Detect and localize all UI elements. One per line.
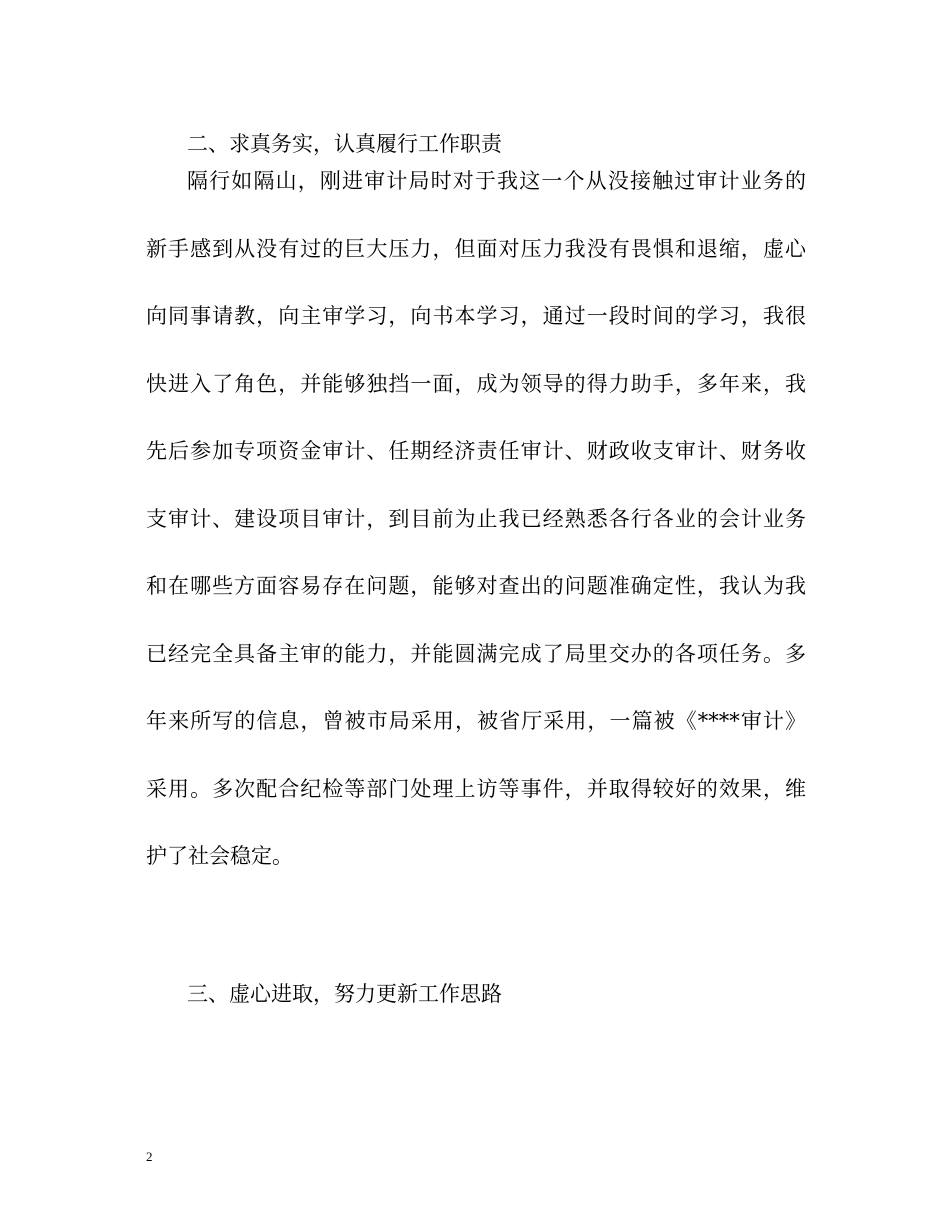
section-heading-3: 三、虚心进取，努力更新工作思路 xyxy=(187,982,502,1006)
paragraph-line: 已经完全具备主审的能力，并能圆满完成了局里交办的各项任务。多 xyxy=(146,641,806,666)
paragraph-line: 先后参加专项资金审计、任期经济责任审计、财政收支审计、财务收 xyxy=(146,439,806,463)
paragraph-line: 护了社会稳定。 xyxy=(146,844,293,868)
paragraph-line: 向同事请教，向主审学习，向书本学习，通过一段时间的学习，我很 xyxy=(146,304,806,328)
paragraph-line: 隔行如隔山，刚进审计局时对于我这一个从没接触过审计业务的 xyxy=(187,169,806,193)
paragraph-line: 和在哪些方面容易存在问题，能够对查出的问题准确定性，我认为我 xyxy=(146,574,806,598)
paragraph-line: 年来所写的信息，曾被市局采用，被省厅采用，一篇被《****审计》 xyxy=(146,709,806,733)
paragraph-line: 支审计、建设项目审计，到目前为止我已经熟悉各行各业的会计业务 xyxy=(146,506,806,531)
paragraph-line: 采用。多次配合纪检等部门处理上访等事件，并取得较好的效果，维 xyxy=(146,776,806,801)
paragraph-line: 快进入了角色，并能够独挡一面，成为领导的得力助手，多年来，我 xyxy=(146,371,806,396)
page-number: 2 xyxy=(146,1149,153,1164)
paragraph-line: 新手感到从没有过的巨大压力，但面对压力我没有畏惧和退缩，虚心 xyxy=(146,236,806,261)
section-paragraph xyxy=(146,166,806,909)
section-heading-2: 二、求真务实，认真履行工作职责 xyxy=(187,132,502,156)
